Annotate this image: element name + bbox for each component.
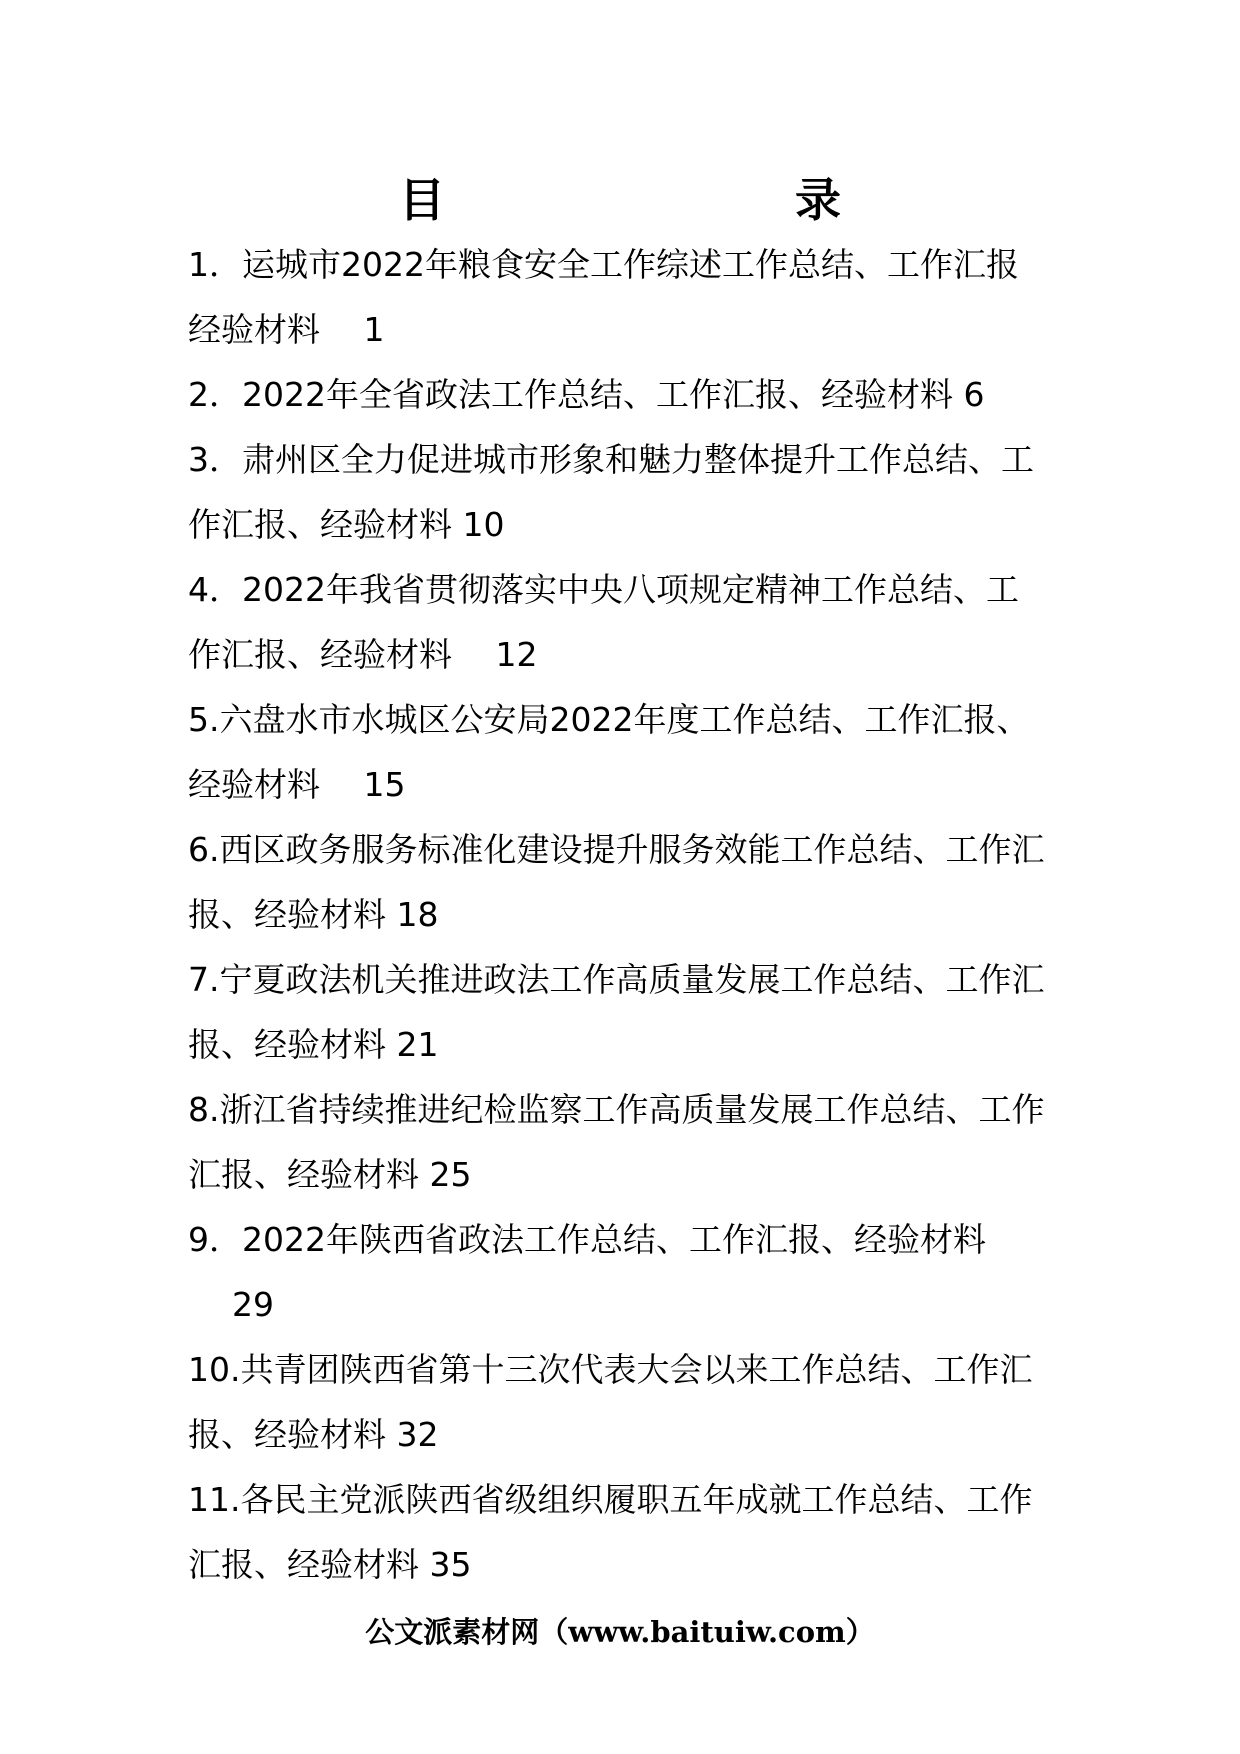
toc-entry-title-cont: 汇报、经验材料	[188, 1545, 419, 1584]
toc-separator	[452, 505, 463, 544]
toc-page-number: 12	[495, 635, 538, 674]
toc-separator	[419, 1155, 430, 1194]
toc-entry-title-cont: 汇报、经验材料	[188, 1155, 419, 1194]
table-of-contents	[188, 232, 1060, 1597]
toc-entry-title-cont: 经验材料	[188, 310, 320, 349]
toc-page-number: 21	[396, 1025, 439, 1064]
toc-separator	[953, 375, 964, 414]
toc-entry[interactable]	[188, 362, 1060, 427]
toc-entry-title-cont: 作汇报、经验材料	[188, 635, 452, 674]
toc-page-number: 1	[363, 310, 385, 349]
toc-entry-title-cont: 报、经验材料	[188, 1415, 386, 1454]
toc-page-number: 29	[232, 1285, 274, 1324]
toc-entry[interactable]	[188, 947, 1060, 1077]
toc-page-number: 25	[429, 1155, 472, 1194]
toc-entry-title-cont: 报、经验材料	[188, 895, 386, 934]
toc-entry-title-cont: 经验材料	[188, 765, 320, 804]
toc-entry[interactable]	[188, 1467, 1060, 1597]
toc-separator	[452, 635, 496, 674]
page-title: 目 录	[399, 173, 927, 227]
toc-entry-title: 8.浙江省持续推进纪检监察工作高质量发展工作总结、工作	[188, 1090, 1045, 1129]
toc-page-number: 6	[963, 375, 985, 414]
toc-entry[interactable]	[188, 427, 1060, 557]
toc-entry[interactable]	[188, 557, 1060, 687]
toc-entry-title: 11.各民主党派陕西省级组织履职五年成就工作总结、工作	[188, 1480, 1033, 1519]
toc-entry[interactable]	[188, 1077, 1060, 1207]
toc-entry-title: 5.六盘水市水城区公安局2022年度工作总结、工作汇报、	[188, 700, 1030, 739]
toc-entry-title: 4．2022年我省贯彻落实中央八项规定精神工作总结、工	[188, 570, 1019, 609]
toc-entry-title: 7.宁夏政法机关推进政法工作高质量发展工作总结、工作汇	[188, 960, 1045, 999]
toc-separator	[386, 895, 397, 934]
toc-page-number: 32	[396, 1415, 439, 1454]
toc-entry[interactable]	[188, 687, 1060, 817]
toc-entry-title: 2．2022年全省政法工作总结、工作汇报、经验材料	[188, 375, 953, 414]
toc-page-number: 35	[429, 1545, 472, 1584]
toc-separator	[386, 1025, 397, 1064]
toc-page-number: 18	[396, 895, 439, 934]
toc-entry-title-cont: 作汇报、经验材料	[188, 505, 452, 544]
footer-watermark: 公文派素材网（www.baituiw.com）	[365, 1615, 875, 1649]
toc-entry-title: 10.共青团陕西省第十三次代表大会以来工作总结、工作汇	[188, 1350, 1033, 1389]
toc-entry[interactable]	[188, 1337, 1060, 1467]
toc-entry-title: 9．2022年陕西省政法工作总结、工作汇报、经验材料	[188, 1220, 986, 1259]
toc-separator	[320, 765, 364, 804]
toc-page-number: 15	[363, 765, 406, 804]
toc-entry-title: 6.西区政务服务标准化建设提升服务效能工作总结、工作汇	[188, 830, 1045, 869]
toc-entry-title: 1．运城市2022年粮食安全工作综述工作总结、工作汇报	[188, 245, 1019, 284]
toc-entry[interactable]	[188, 232, 1060, 362]
toc-entry-title-cont: 报、经验材料	[188, 1025, 386, 1064]
toc-page-number: 10	[462, 505, 505, 544]
toc-separator	[320, 310, 364, 349]
toc-entry[interactable]	[188, 1207, 1060, 1337]
toc-entry-title: 3．肃州区全力促进城市形象和魅力整体提升工作总结、工	[188, 440, 1034, 479]
toc-separator	[386, 1415, 397, 1454]
toc-entry[interactable]	[188, 817, 1060, 947]
toc-separator	[419, 1545, 430, 1584]
